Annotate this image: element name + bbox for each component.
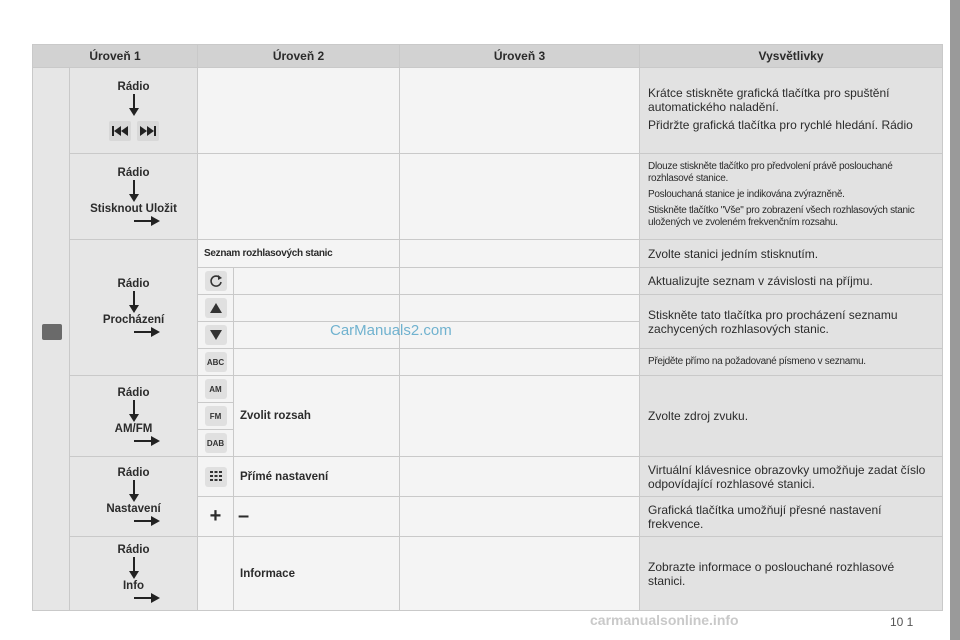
arrow-right-icon bbox=[134, 327, 160, 337]
page-number: 10 1 bbox=[890, 615, 914, 629]
arrow-right-icon bbox=[134, 593, 160, 603]
plus-icon: + bbox=[209, 505, 222, 527]
description-cell: Grafická tlačítka umožňují přesné nastavení frekvence. bbox=[640, 497, 943, 537]
header-level1: Úroveň 1 bbox=[33, 45, 198, 68]
arrow-right-icon bbox=[134, 216, 160, 226]
arrow-down-icon bbox=[129, 94, 139, 116]
level1-sublabel: Procházení bbox=[102, 314, 165, 326]
icon-cell bbox=[198, 497, 234, 537]
level1-sublabel: Info bbox=[122, 580, 145, 592]
arrow-right-icon bbox=[134, 436, 160, 446]
level2-cell: Přímé nastavení bbox=[234, 457, 400, 497]
level1-label: Rádio bbox=[117, 467, 150, 479]
triangle-up-icon bbox=[205, 298, 227, 318]
description-cell bbox=[640, 154, 943, 240]
level1-sublabel: AM/FM bbox=[114, 422, 153, 435]
level2-cell bbox=[234, 268, 400, 295]
keypad-icon bbox=[205, 467, 227, 487]
description-cell: Zvolte stanici jedním stisknutím. bbox=[640, 240, 943, 268]
level2-cell bbox=[234, 497, 400, 537]
level3-cell bbox=[400, 457, 640, 497]
level2-cell bbox=[234, 295, 400, 322]
description-text: Poslouchaná stanice je indikována zvýrazněně. bbox=[648, 188, 845, 200]
icon-cell bbox=[198, 537, 234, 611]
description-cell: Přejděte přímo na požadované písmeno v seznamu. bbox=[640, 349, 943, 376]
abc-icon bbox=[205, 352, 227, 372]
level2-cell: Zvolit rozsah bbox=[234, 376, 400, 457]
header-row bbox=[33, 45, 943, 68]
level1-label: Rádio bbox=[117, 167, 150, 179]
minus-icon: – bbox=[238, 505, 250, 527]
bottom-watermark: carmanualsonline.info bbox=[590, 612, 739, 628]
level2-cell bbox=[198, 68, 400, 154]
level2-cell bbox=[198, 154, 400, 240]
seek-buttons bbox=[109, 121, 159, 141]
level1-label: Rádio bbox=[117, 386, 150, 399]
level1-label: Rádio bbox=[117, 278, 150, 290]
level3-cell bbox=[400, 68, 640, 154]
arrow-down-icon bbox=[129, 557, 139, 579]
level3-cell bbox=[400, 268, 640, 295]
table-row bbox=[33, 68, 943, 154]
level3-cell bbox=[400, 349, 640, 376]
level1-cell bbox=[70, 240, 198, 376]
description-cell: Aktualizujte seznam v závislosti na příjmu. bbox=[640, 268, 943, 295]
level3-cell bbox=[400, 537, 640, 611]
header-explanations: Vysvětlivky bbox=[640, 45, 943, 68]
description-text: Dlouze stiskněte tlačítko pro předvolení právě poslouchané rozhlasové stanice. bbox=[648, 160, 893, 184]
level1-sublabel: Nastavení bbox=[106, 503, 161, 515]
section-tab-icon bbox=[42, 324, 62, 340]
icon-cell bbox=[198, 457, 234, 497]
seek-back-icon bbox=[109, 121, 131, 141]
level1-label: Rádio bbox=[117, 80, 150, 93]
description-cell: Virtuální klávesnice obrazovky umožňuje zadat číslo odpovídající rozhlasové stanici. bbox=[640, 457, 943, 497]
level1-cell bbox=[70, 376, 198, 457]
header-level3: Úroveň 3 bbox=[400, 45, 640, 68]
level1-cell bbox=[70, 457, 198, 537]
arrow-down-icon bbox=[129, 480, 139, 502]
icon-cell bbox=[198, 268, 234, 295]
icon-cell bbox=[198, 295, 234, 322]
arrow-down-icon bbox=[129, 180, 139, 202]
level3-cell bbox=[400, 295, 640, 322]
level1-label: Rádio bbox=[117, 544, 150, 556]
seek-forward-icon bbox=[137, 121, 159, 141]
description-cell: Zobrazte informace o poslouchané rozhlasové stanici. bbox=[640, 537, 943, 611]
abc-label: ABC bbox=[206, 357, 225, 367]
description-cell: Zvolte zdroj zvuku. bbox=[640, 376, 943, 457]
description-cell bbox=[640, 68, 943, 154]
table-row bbox=[33, 457, 943, 497]
table-row bbox=[33, 240, 943, 268]
level3-cell bbox=[400, 497, 640, 537]
level3-cell bbox=[400, 154, 640, 240]
radio-menu-table bbox=[32, 44, 943, 611]
am-label: AM bbox=[209, 384, 222, 394]
triangle-down-icon bbox=[205, 325, 227, 345]
level1-cell bbox=[70, 68, 198, 154]
icon-cell bbox=[198, 376, 234, 403]
am-icon bbox=[205, 379, 227, 399]
icon-cell bbox=[198, 430, 234, 457]
table-row bbox=[33, 154, 943, 240]
dab-icon bbox=[205, 433, 227, 453]
table-row bbox=[33, 537, 943, 611]
page-edge-bar bbox=[950, 0, 960, 640]
level2-cell: Informace bbox=[234, 537, 400, 611]
description-cell: Stiskněte tato tlačítka pro procházení seznamu zachycených rozhlasových stanic. bbox=[640, 295, 943, 349]
icon-cell bbox=[198, 322, 234, 349]
dab-label: DAB bbox=[206, 438, 225, 448]
icon-cell bbox=[198, 349, 234, 376]
level3-cell bbox=[400, 376, 640, 457]
description-text: Stiskněte tlačítko "Vše" pro zobrazení všech rozhlasových stanic uložených ve zvoleném frekvenčním rozsahu. bbox=[648, 204, 915, 228]
arrow-down-icon bbox=[129, 291, 139, 313]
arrow-right-icon bbox=[134, 516, 160, 526]
fm-label: FM bbox=[209, 411, 222, 421]
table-row bbox=[33, 376, 943, 403]
level3-cell bbox=[400, 240, 640, 268]
level1-sublabel: Stisknout Uložit bbox=[90, 203, 177, 215]
level2-cell bbox=[234, 349, 400, 376]
level2-cell: Seznam rozhlasových stanic bbox=[198, 240, 400, 268]
fm-icon bbox=[205, 406, 227, 426]
icon-cell bbox=[198, 403, 234, 430]
description-text: Přidržte grafická tlačítka pro rychlé hledání. Rádio bbox=[648, 117, 913, 132]
description-text: Krátce stiskněte grafická tlačítka pro spuštění automatického naladění. bbox=[648, 85, 890, 114]
header-level2: Úroveň 2 bbox=[198, 45, 400, 68]
refresh-icon bbox=[205, 271, 227, 291]
arrow-down-icon bbox=[129, 400, 139, 422]
level1-cell bbox=[70, 154, 198, 240]
level1-cell bbox=[70, 537, 198, 611]
watermark: CarManuals2.com bbox=[330, 322, 452, 339]
